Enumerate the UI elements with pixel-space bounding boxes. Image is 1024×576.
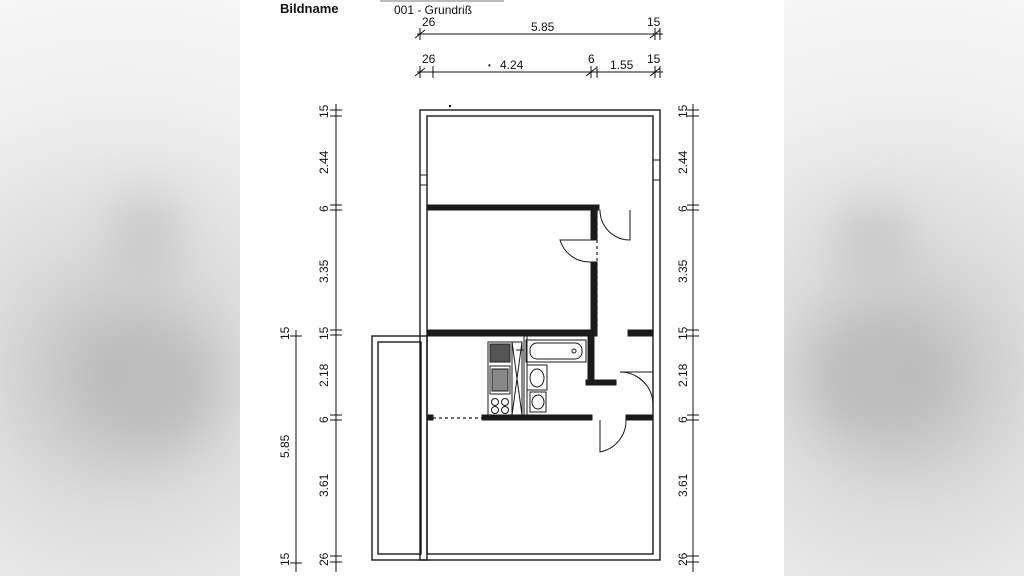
left-upper-dimension-line	[330, 104, 342, 340]
floor-plan-drawing	[240, 0, 784, 576]
dim-right-seg4: 15	[676, 326, 690, 340]
dim-left-upper-top: 15	[317, 104, 331, 118]
dim-left-lower-top: 15	[278, 326, 292, 340]
dim-top2-b: 1.55	[610, 58, 634, 72]
dim-top2-left: 26	[422, 52, 436, 66]
left-inner-dimension-line	[330, 340, 342, 572]
kitchen-unit	[488, 342, 522, 415]
dim-right-seg1: 2.44	[676, 150, 690, 174]
dim-right-seg3: 3.35	[676, 259, 690, 283]
bathroom-fixtures	[516, 336, 586, 415]
dim-left-upper-seg1: 2.44	[317, 150, 331, 174]
dim-right-bottom: 26	[676, 552, 690, 566]
dim-left-upper-seg3: 3.35	[317, 259, 331, 283]
interior-walls	[427, 205, 653, 420]
right-blurred-background	[784, 0, 1024, 576]
dim-right-top: 15	[676, 104, 690, 118]
left-blurred-background	[0, 0, 240, 576]
dim-right-seg5: 2.18	[676, 363, 690, 387]
dim-left-lower-bottom: 15	[278, 552, 292, 566]
floor-plan-sheet	[240, 0, 784, 576]
dim-left-lower-total: 5.85	[278, 434, 292, 458]
window-marks	[420, 160, 660, 185]
dim-top2-dot: •	[488, 61, 491, 70]
dim-left-inner-seg2: 6	[317, 416, 331, 423]
dim-top1-left: 26	[422, 15, 436, 29]
reference-point	[449, 105, 451, 107]
dim-top2-mid: 4.24	[500, 58, 524, 72]
interior-wall-dashes	[433, 210, 597, 418]
dim-right-seg7: 3.61	[676, 473, 690, 497]
image-name-label: Bildname	[280, 1, 339, 16]
dim-top1-mid: 5.85	[531, 20, 555, 34]
dim-left-inner-bottom: 26	[317, 552, 331, 566]
dim-right-seg2: 6	[676, 205, 690, 212]
dim-left-inner-seg1: 2.18	[317, 363, 331, 387]
dim-right-seg6: 6	[676, 416, 690, 423]
dim-left-upper-bottom: 15	[317, 326, 331, 340]
dim-top2-a: 6	[588, 52, 595, 66]
dim-top2-c: 15	[647, 52, 661, 66]
image-name-value: 001 - Grundriß	[394, 3, 473, 17]
dim-top1-right: 15	[647, 15, 661, 29]
dim-left-upper-seg2: 6	[317, 205, 331, 212]
dim-left-inner-seg3: 3.61	[317, 473, 331, 497]
